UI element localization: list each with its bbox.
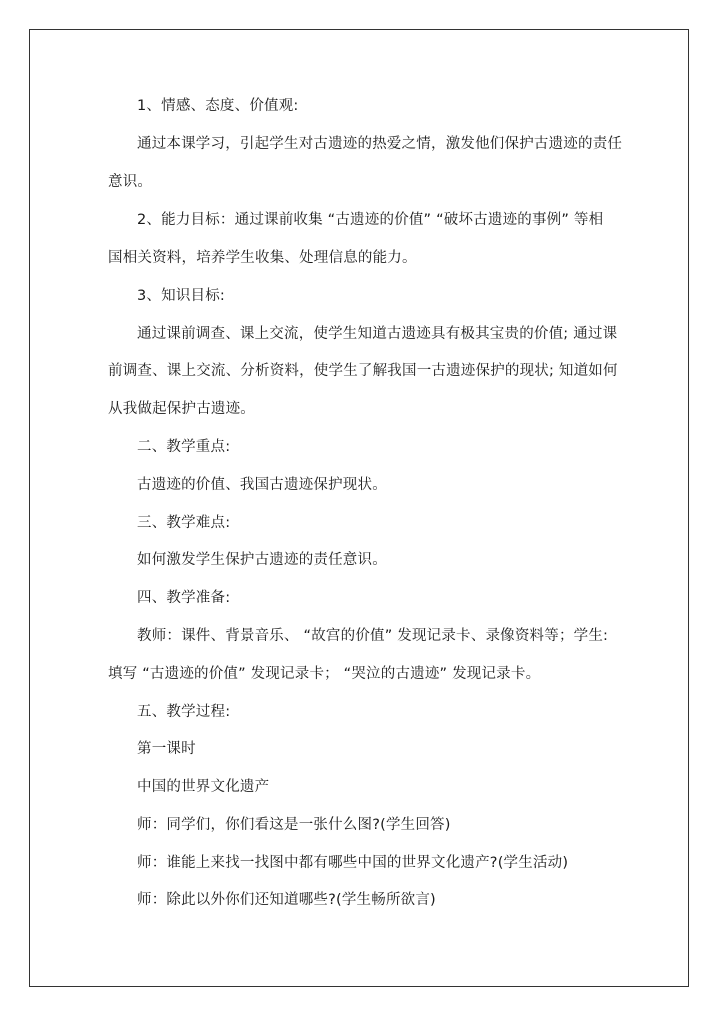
paragraph-line: 国相关资料，培养学生收集、处理信息的能力。: [108, 250, 417, 266]
paragraph-line: 从我做起保护古遗迹。: [108, 401, 255, 417]
section-heading-key-points: 二、教学重点:: [137, 439, 231, 455]
section-heading-knowledge: 3、知识目标:: [137, 288, 226, 304]
lesson-title: 第一课时: [137, 741, 196, 757]
dialogue-line: 师：同学们，你们看这是一张什么图?(学生回答): [137, 817, 451, 833]
section-heading-difficulties: 三、教学难点:: [137, 515, 231, 531]
paragraph-line: 通过本课学习，引起学生对古遗迹的热爱之情，激发他们保护古遗迹的责任: [137, 136, 623, 152]
paragraph-line: 古遗迹的价值、我国古遗迹保护现状。: [137, 477, 387, 493]
paragraph-line: 前调查、课上交流、分析资料，使学生了解我国一古遗迹保护的现状; 知道如何: [108, 363, 618, 379]
section-heading-preparation: 四、教学准备:: [137, 590, 231, 606]
paragraph-line: 如何激发学生保护古遗迹的责任意识。: [137, 552, 387, 568]
paragraph-line: 教师：课件、背景音乐、 “故宫的价值” 发现记录卡、录像资料等；学生:: [137, 628, 609, 644]
section-heading-ability: 2、能力目标：通过课前收集 “古遗迹的价值” “破坏古遗迹的事例” 等相: [137, 212, 604, 228]
paragraph-line: 意识。: [108, 174, 153, 190]
dialogue-line: 师：谁能上来找一找图中都有哪些中国的世界文化遗产?(学生活动): [137, 855, 569, 871]
paragraph-line: 通过课前调查、课上交流，使学生知道古遗迹具有极其宝贵的价值; 通过课: [137, 326, 618, 342]
dialogue-line: 师：除此以外你们还知道哪些?(学生畅所欲言): [137, 892, 436, 908]
paragraph-line: 填写 “古遗迹的价值” 发现记录卡； “哭泣的古遗迹” 发现记录卡。: [108, 666, 541, 682]
lesson-subtitle: 中国的世界文化遗产: [137, 779, 270, 795]
section-heading-process: 五、教学过程:: [137, 704, 231, 720]
section-heading-emotion: 1、情感、态度、价值观:: [137, 98, 299, 114]
